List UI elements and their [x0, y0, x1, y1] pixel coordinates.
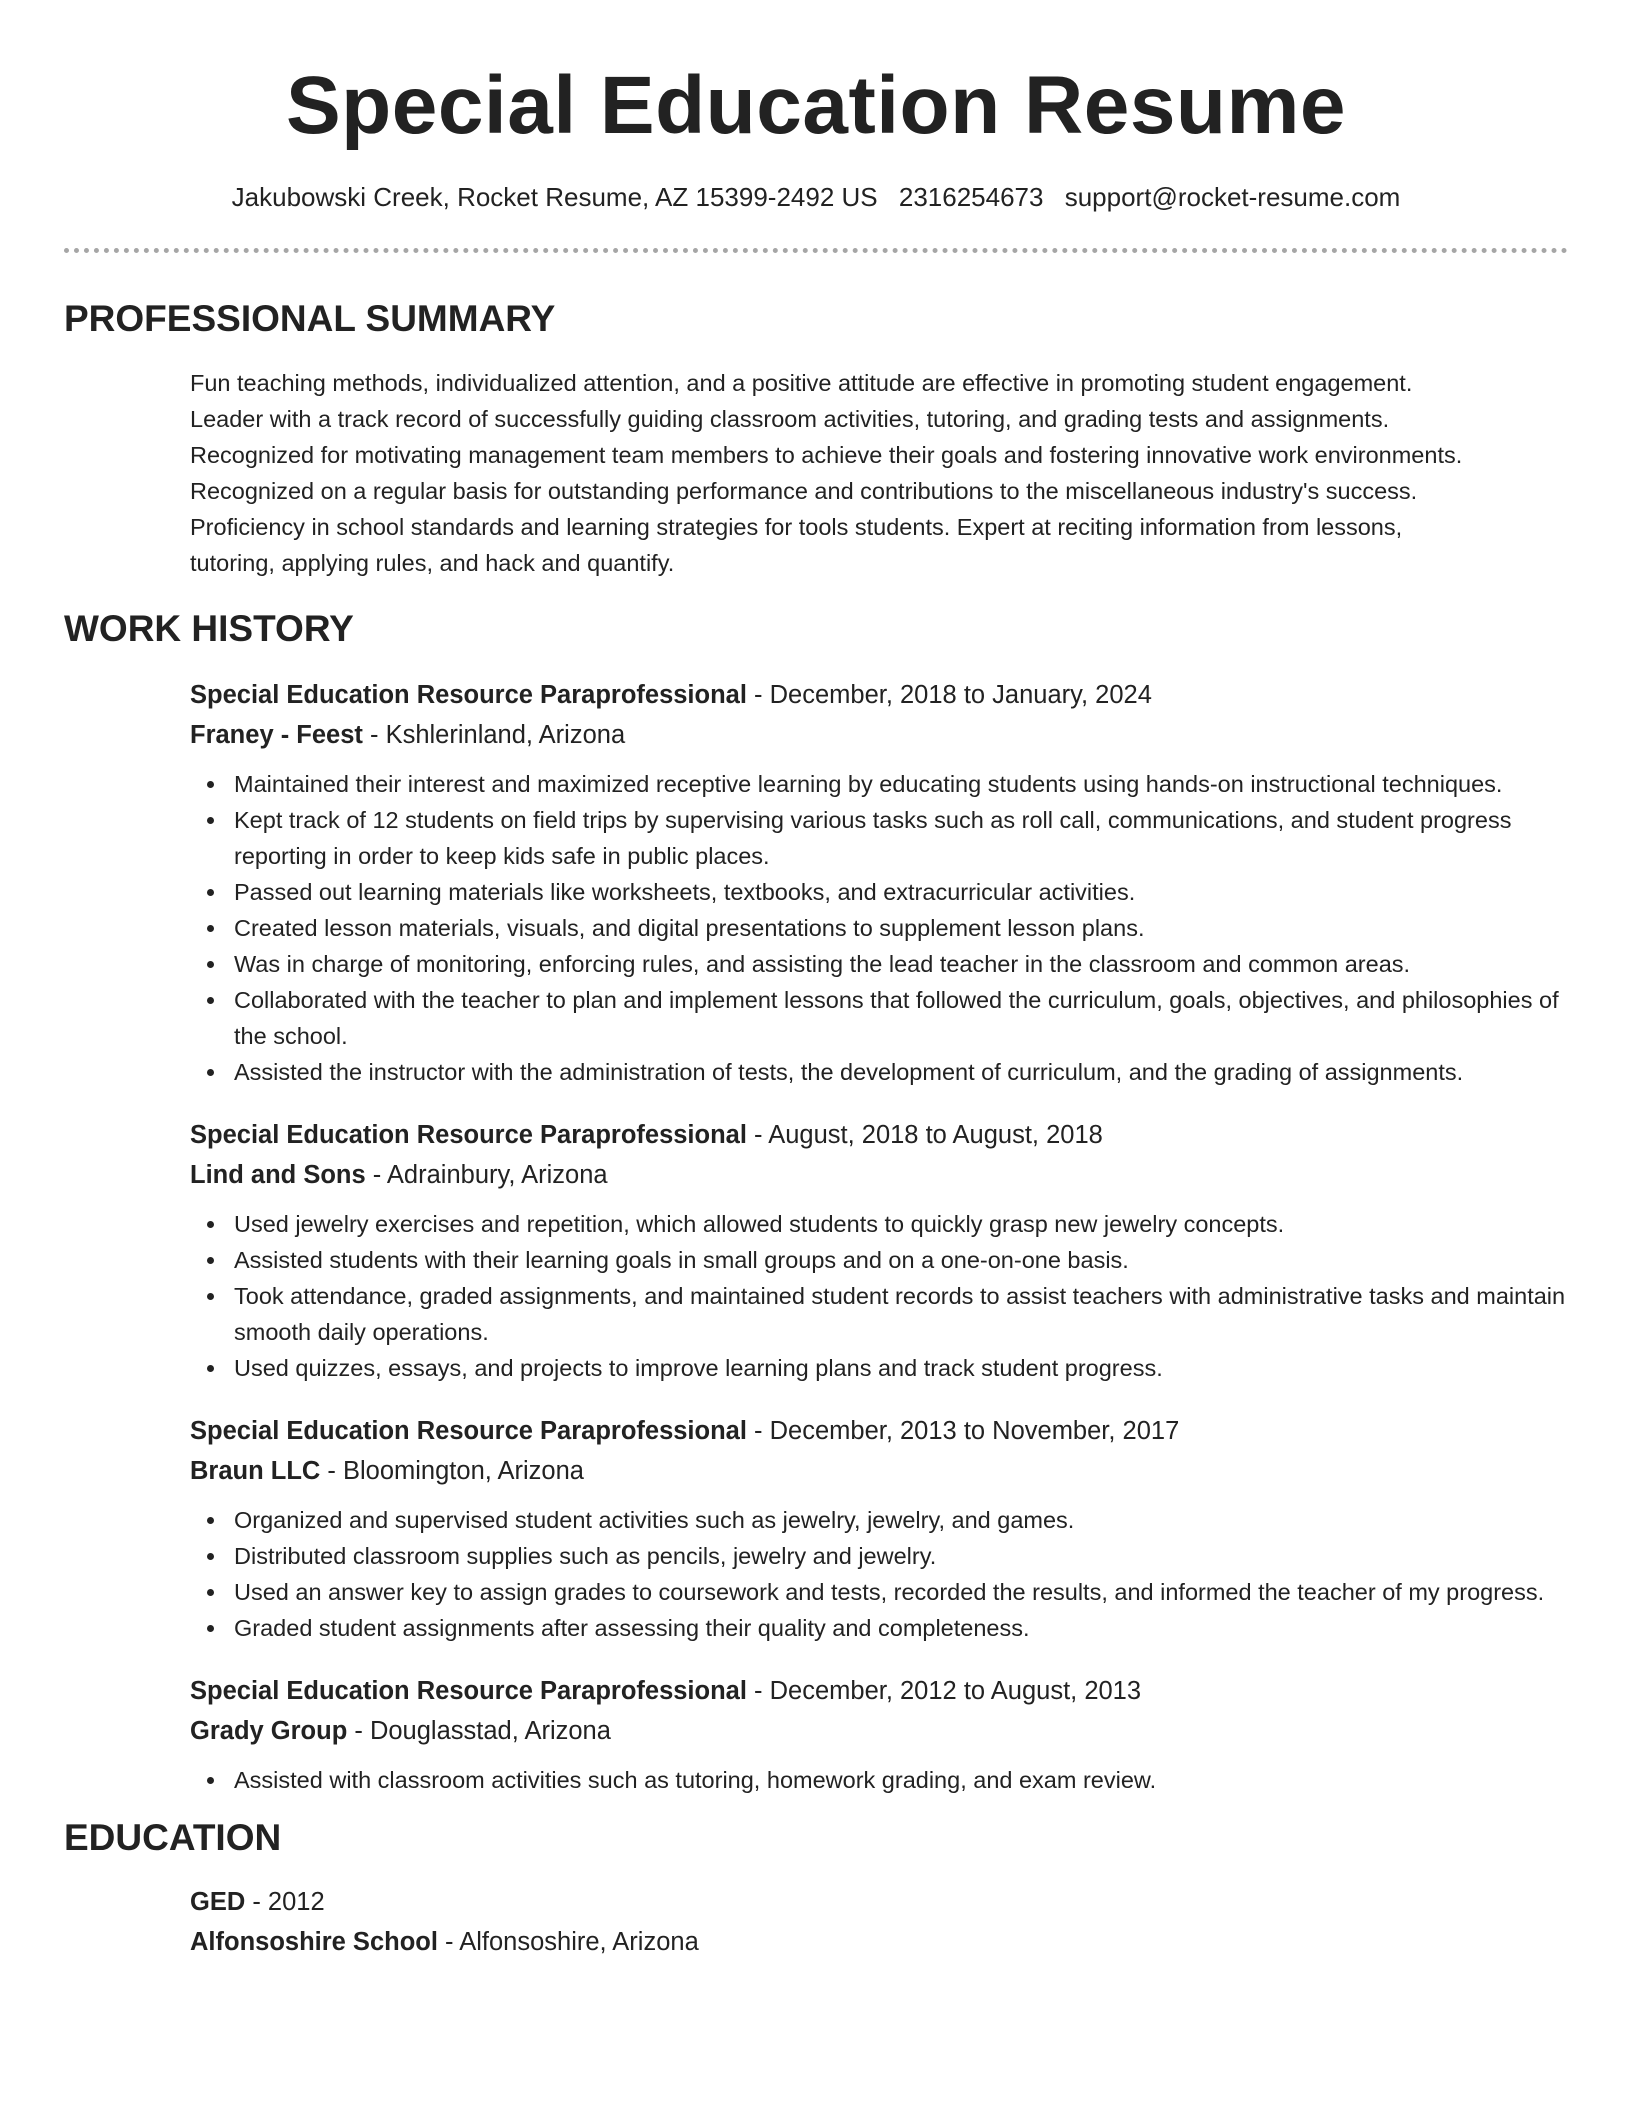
section-title-education: EDUCATION [64, 1817, 282, 1858]
job-title-line [190, 1411, 1568, 1451]
job-bullet: Assisted the instructor with the administration of tests, the development of curriculum, and the grading of assignments. [190, 1054, 1568, 1090]
job-company: Franey - Feest [190, 721, 363, 749]
job-location: - Adrainbury, Arizona [365, 1161, 608, 1189]
summary-text [190, 365, 1568, 581]
job-bullets [190, 1206, 1568, 1386]
job-bullet: Kept track of 12 students on field trips by supervising various tasks such as roll call, communications, and student progress reporting in order to keep kids safe in public places. [190, 802, 1568, 874]
education-year: - 2012 [245, 1888, 325, 1916]
job-dates: - December, 2012 to August, 2013 [746, 1677, 1142, 1705]
job-location: - Bloomington, Arizona [320, 1457, 584, 1485]
job-bullet: Assisted students with their learning goals in small groups and on a one-on-one basis. [190, 1242, 1568, 1278]
summary-line: tutoring, applying rules, and hack and quantify. [190, 550, 675, 576]
job-entry [190, 1671, 1568, 1798]
contact-line [64, 180, 1568, 214]
job-bullet: Took attendance, graded assignments, and maintained student records to assist teachers with administrative tasks and maintain smooth daily operations. [190, 1278, 1568, 1350]
education-entry [190, 1882, 1568, 1962]
job-bullet: Graded student assignments after assessing their quality and completeness. [190, 1610, 1568, 1646]
job-dates: - December, 2018 to January, 2024 [746, 681, 1152, 709]
contact-phone: 2316254673 [898, 182, 1044, 212]
resume-page [64, 0, 1568, 1962]
job-location: - Douglasstad, Arizona [347, 1717, 611, 1745]
job-title-line [190, 1671, 1568, 1711]
job-company-line [190, 715, 1568, 755]
contact-email: support@rocket-resume.com [1064, 182, 1401, 212]
job-dates: - August, 2018 to August, 2018 [746, 1121, 1103, 1149]
job-bullet: Used quizzes, essays, and projects to improve learning plans and track student progress. [190, 1350, 1568, 1386]
job-entry [190, 1411, 1568, 1646]
job-bullet: Assisted with classroom activities such as tutoring, homework grading, and exam review. [190, 1762, 1568, 1798]
job-bullet: Was in charge of monitoring, enforcing rules, and assisting the lead teacher in the classroom and common areas. [190, 946, 1568, 982]
job-dates: - December, 2013 to November, 2017 [746, 1417, 1180, 1445]
education-school-line [190, 1922, 1568, 1962]
section-title-work-history: WORK HISTORY [64, 608, 354, 649]
summary-line: Recognized for motivating management team members to achieve their goals and fostering innovative work environments. [190, 442, 1463, 468]
job-location: - Kshlerinland, Arizona [362, 721, 626, 749]
section-title-summary: PROFESSIONAL SUMMARY [64, 298, 556, 339]
job-bullets [190, 766, 1568, 1090]
summary-line: Fun teaching methods, individualized attention, and a positive attitude are effective in promoting student engagement. [190, 370, 1413, 396]
education-degree: GED [190, 1888, 246, 1916]
job-bullet: Used jewelry exercises and repetition, which allowed students to quickly grasp new jewelry concepts. [190, 1206, 1568, 1242]
education-school: Alfonsoshire School [190, 1928, 438, 1956]
job-bullet: Passed out learning materials like worksheets, textbooks, and extracurricular activities. [190, 874, 1568, 910]
job-role: Special Education Resource Paraprofessional [190, 681, 747, 709]
job-entry [190, 1115, 1568, 1386]
job-company-line [190, 1451, 1568, 1491]
summary-line: Leader with a track record of successfully guiding classroom activities, tutoring, and grading tests and assignments. [190, 406, 1390, 432]
summary-line: Recognized on a regular basis for outstanding performance and contributions to the miscellaneous industry's success. [190, 478, 1418, 504]
job-company: Lind and Sons [190, 1161, 366, 1189]
job-role: Special Education Resource Paraprofessional [190, 1417, 747, 1445]
job-role: Special Education Resource Paraprofessional [190, 1677, 747, 1705]
job-company: Grady Group [190, 1717, 348, 1745]
job-entry [190, 675, 1568, 1090]
header-divider [64, 248, 1568, 253]
job-bullets [190, 1502, 1568, 1646]
job-title-line [190, 1115, 1568, 1155]
job-bullet: Distributed classroom supplies such as pencils, jewelry and jewelry. [190, 1538, 1568, 1574]
education-location: - Alfonsoshire, Arizona [437, 1928, 699, 1956]
job-bullet: Created lesson materials, visuals, and digital presentations to supplement lesson plans. [190, 910, 1568, 946]
contact-address: Jakubowski Creek, Rocket Resume, AZ 15399-2492 US [231, 182, 878, 212]
job-role: Special Education Resource Paraprofessional [190, 1121, 747, 1149]
job-company-line [190, 1155, 1568, 1195]
job-bullet: Collaborated with the teacher to plan and implement lessons that followed the curriculum, goals, objectives, and philosophies of the school. [190, 982, 1568, 1054]
job-bullet: Used an answer key to assign grades to coursework and tests, recorded the results, and informed the teacher of my progress. [190, 1574, 1568, 1610]
job-bullet: Maintained their interest and maximized receptive learning by educating students using hands-on instructional techniques. [190, 766, 1568, 802]
job-company: Braun LLC [190, 1457, 321, 1485]
resume-title: Special Education Resume [285, 60, 1347, 151]
summary-line: Proficiency in school standards and learning strategies for tools students. Expert at reciting information from lessons, [190, 514, 1403, 540]
education-degree-line [190, 1882, 1568, 1922]
job-title-line [190, 675, 1568, 715]
job-company-line [190, 1711, 1568, 1751]
job-bullet: Organized and supervised student activities such as jewelry, jewelry, and games. [190, 1502, 1568, 1538]
job-bullets [190, 1762, 1568, 1798]
